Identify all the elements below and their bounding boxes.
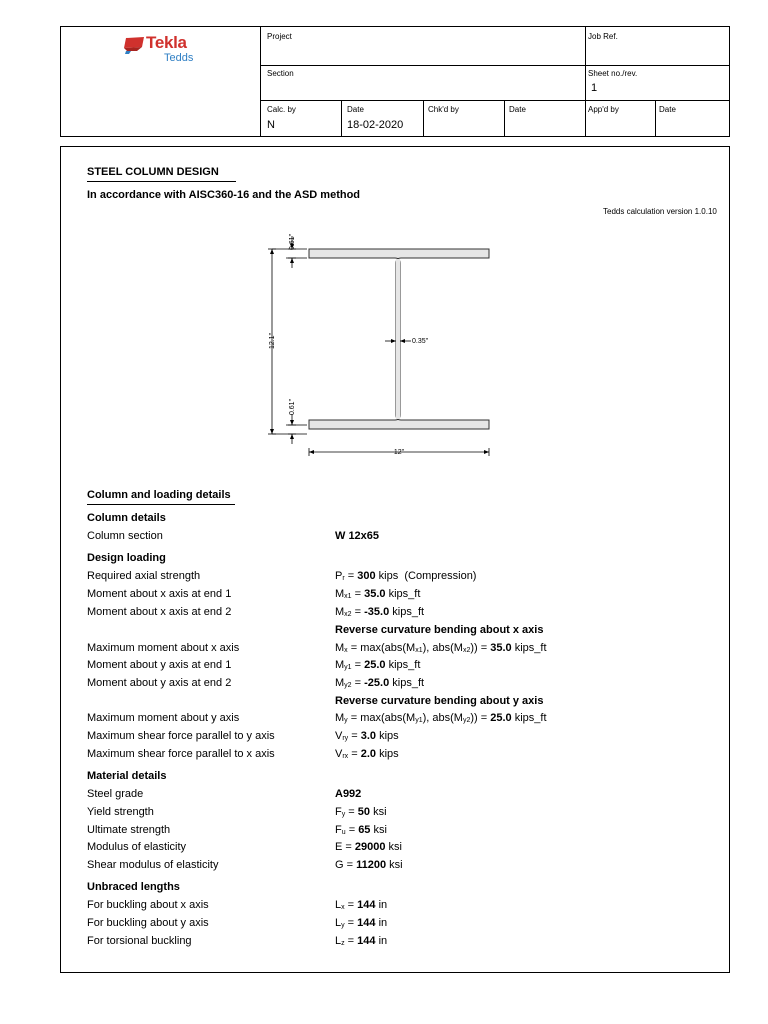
mx2-value: $M_{x2} = -35.0$ kips_ft	[335, 606, 425, 618]
dim-top-flange-thickness: 0.61"	[289, 233, 296, 251]
logo-product-text: Tedds	[164, 52, 194, 64]
tekla-tedds-logo	[121, 34, 201, 66]
ultimate-strength-label: Ultimate strength	[87, 824, 171, 836]
doc-title: STEEL COLUMN DESIGN	[87, 166, 219, 178]
steel-grade-value: A992	[335, 788, 362, 800]
material-details-heading: Material details	[87, 770, 167, 782]
check-date-label: Date	[509, 105, 526, 114]
sheet-label: Sheet no./rev.	[588, 69, 638, 78]
elastic-modulus-label: Modulus of elasticity	[87, 841, 187, 853]
lz-label: For torsional buckling	[87, 935, 192, 947]
calc-by-label: Calc. by	[267, 105, 296, 114]
mx2-label: Moment about x axis at end 2	[87, 606, 232, 618]
reverse-curvature-y: Reverse curvature bending about y axis	[335, 695, 544, 707]
dim-depth: 12.1"	[269, 332, 276, 350]
checked-by-label: Chk'd by	[428, 105, 459, 114]
doc-subtitle: In accordance with AISC360-16 and the ASD method	[87, 189, 361, 201]
design-loading-heading: Design loading	[87, 552, 166, 564]
approve-date-label: Date	[659, 105, 676, 114]
mx-max-value: $M_x = \max(abs(M_{x1})$, $abs(M_{x2})) = 35.0$ kips_ft	[335, 642, 547, 654]
section-heading-underline	[87, 504, 235, 505]
my-max-value: $M_y = \max(abs(M_{y1})$, $abs(M_{y2})) = 25.0$ kips_ft	[335, 712, 547, 724]
my2-label: Moment about y axis at end 2	[87, 677, 232, 689]
ly-value: $L_y = 144$ in	[335, 917, 388, 929]
mx1-label: Moment about x axis at end 1	[87, 588, 232, 600]
dim-bottom-flange-thickness: 0.61"	[289, 398, 296, 416]
shear-modulus-label: Shear modulus of elasticity	[87, 859, 219, 871]
section-label: Section	[267, 69, 294, 78]
calc-version: Tedds calculation version 1.0.10	[603, 207, 717, 216]
unbraced-lengths-heading: Unbraced lengths	[87, 881, 180, 893]
column-details-heading: Column details	[87, 512, 166, 524]
project-label: Project	[267, 32, 292, 41]
mx-max-label: Maximum moment about x axis	[87, 642, 240, 654]
calc-header-block	[60, 26, 730, 137]
column-section-value: W 12x65	[335, 530, 380, 542]
web-fill	[396, 259, 400, 419]
date-value: 18-02-2020	[347, 119, 404, 131]
my2-value: $M_{y2} = -25.0$ kips_ft	[335, 677, 425, 689]
reverse-curvature-x: Reverse curvature bending about x axis	[335, 624, 544, 636]
job-ref-label: Job Ref.	[588, 32, 618, 41]
axial-strength-label: Required axial strength	[87, 570, 201, 582]
tekla-logo-icon	[123, 36, 145, 54]
steel-grade-label: Steel grade	[87, 788, 144, 800]
logo-brand-text: Tekla	[146, 33, 187, 52]
yield-strength-value: $F_y = 50$ ksi	[335, 806, 387, 818]
my1-value: $M_{y1} = 25.0$ kips_ft	[335, 659, 421, 671]
axial-strength-value: $P_r = 300$ kips (Compression)	[335, 570, 477, 582]
lx-value: $L_x = 144$ in	[335, 899, 388, 911]
lz-value: $L_z = 144$ in	[335, 935, 388, 947]
vrx-label: Maximum shear force parallel to x axis	[87, 748, 275, 760]
vrx-value: $V_{rx} = 2.0$ kips	[335, 748, 399, 760]
w-section-diagram	[255, 218, 505, 463]
mx1-value: $M_{x1} = 35.0$ kips_ft	[335, 588, 421, 600]
title-underline	[87, 181, 236, 182]
my1-label: Moment about y axis at end 1	[87, 659, 232, 671]
date-label: Date	[347, 105, 364, 114]
dim-web-thickness: 0.35"	[412, 338, 429, 345]
my-max-label: Maximum moment about y axis	[87, 712, 240, 724]
yield-strength-label: Yield strength	[87, 806, 154, 818]
vry-label: Maximum shear force parallel to y axis	[87, 730, 275, 742]
calc-by-value: N	[267, 119, 275, 131]
approved-by-label: App'd by	[588, 105, 619, 114]
vry-value: $V_{ry} = 3.0$ kips	[335, 730, 399, 742]
lx-label: For buckling about x axis	[87, 899, 209, 911]
dim-flange-width: 12"	[393, 449, 405, 456]
column-section-label: Column section	[87, 530, 163, 542]
shear-modulus-value: G = 11200 ksi	[335, 859, 403, 871]
sheet-value: 1	[591, 82, 598, 94]
ly-label: For buckling about y axis	[87, 917, 209, 929]
section-heading: Column and loading details	[87, 489, 231, 501]
ultimate-strength-value: $F_u = 65$ ksi	[335, 824, 387, 836]
elastic-modulus-value: E = 29000 ksi	[335, 841, 402, 853]
